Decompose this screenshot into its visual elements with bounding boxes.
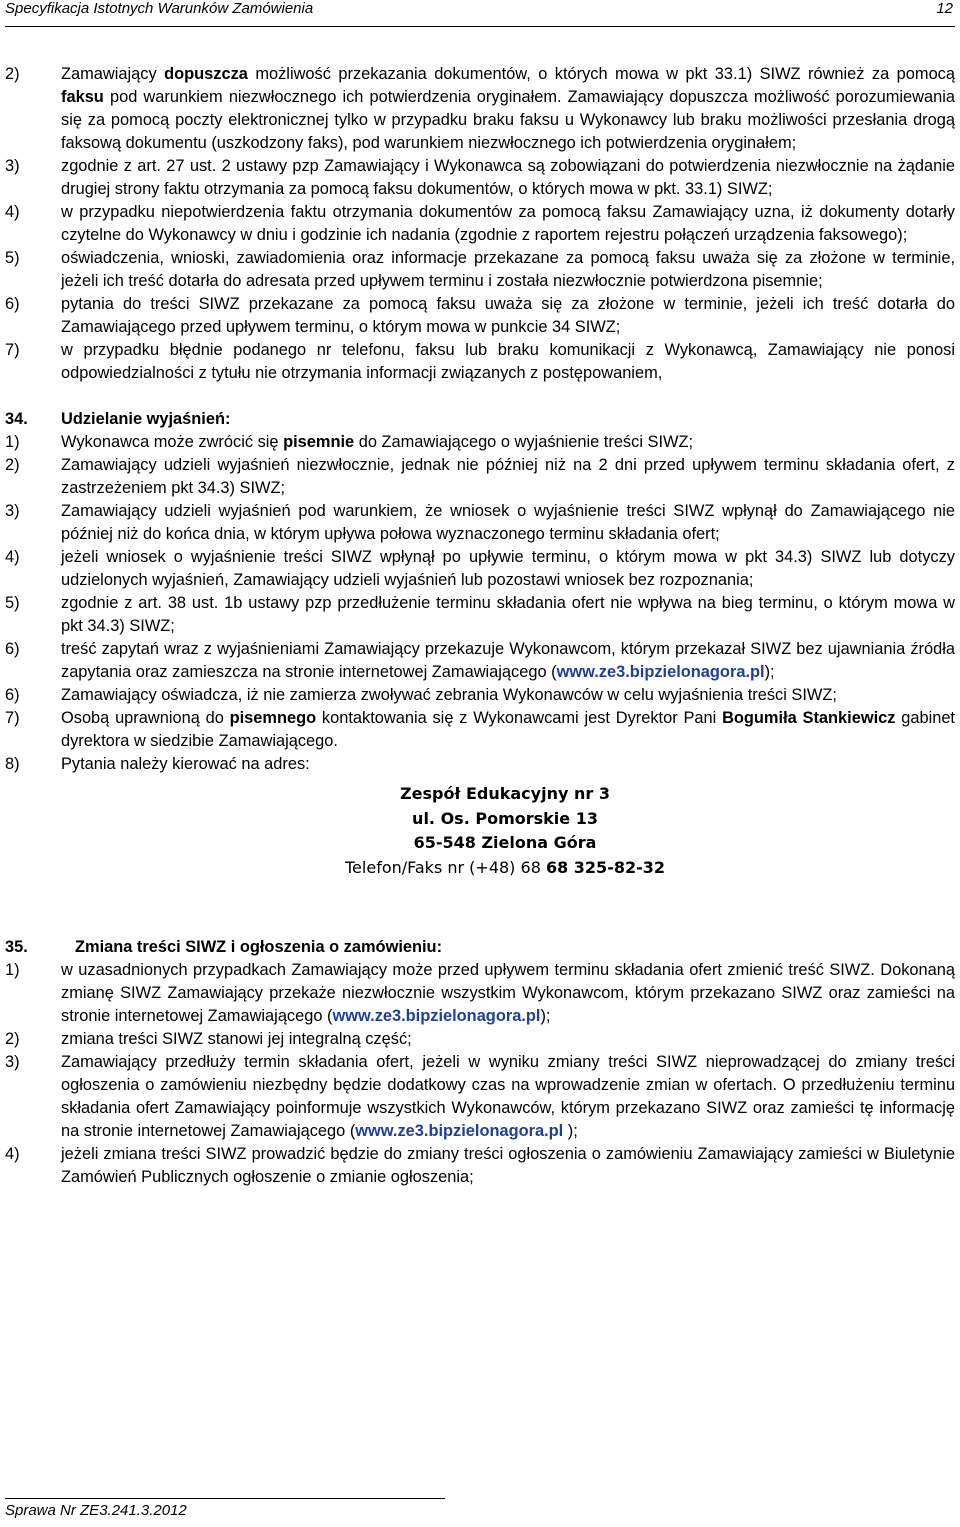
section-heading-34: 34. Udzielanie wyjaśnień: xyxy=(5,410,231,428)
list-item: 6) pytania do treści SIWZ przekazane za pomocą faksu uważa się za złożone w terminie, jeżeli ich treść dotarła do Zamawiającego przed upływem terminu, o którym mowa w punkcie 34 SIWZ; xyxy=(5,295,955,336)
list-item: 1) Wykonawca może zwrócić się pisemnie do Zamawiającego o wyjaśnienie treści SIWZ; xyxy=(5,433,694,451)
list-item: 2) Zamawiający dopuszcza możliwość przekazania dokumentów, o których mowa w pkt 33.1) SIWZ również za pomocą faksu pod warunkiem niezwłocznego ich potwierdzenia oryginałem. Zamawiający dopuszcza możliwość porozumiewania się za pomocą poczty elektronicznej tylko w przypadku braku faksu u Wykonawcy lub braku możliwości przesłania drogą faksową dokumentu (uszkodzony faks), pod warunkiem niezwłocznego ich potwierdzenia oryginałem; xyxy=(5,65,955,152)
list-item: 2) Zamawiający udzieli wyjaśnień niezwłocznie, jednak nie później niż na 2 dni przed upływem terminu składania ofert, z zastrzeżeniem pkt 34.3) SIWZ; xyxy=(5,456,955,497)
section-heading-35: 35. Zmiana treści SIWZ i ogłoszenia o zamówieniu: xyxy=(5,938,443,956)
list-item: 4) jeżeli zmiana treści SIWZ prowadzić będzie do zmiany treści ogłoszenia o zamówieniu Zamawiający zamieści w Biuletynie Zamówień Publicznych ogłoszenie o zmianie ogłoszenia; xyxy=(5,1145,955,1186)
list-item: 1) w uzasadnionych przypadkach Zamawiający może przed upływem terminu składania ofert zmienić treść SIWZ. Dokonaną zmianę SIWZ Zamawiający przekaże niezwłocznie wszystkim Wykonawcom, którym przekazano SIWZ oraz zamieści na stronie internetowej Zamawiającego (www.ze3.bipzielonagora.pl); xyxy=(5,961,955,1025)
list-item: 3) Zamawiający przedłuży termin składania ofert, jeżeli w wyniku zmiany treści SIWZ nieprowadzącej do zmiany treści ogłoszenia o zamówieniu niezbędny będzie dodatkowy czas na wprowadzenie zmian w ofertach. O przedłużeniu terminu składania ofert Zamawiający poinformuje wszystkich Wykonawców, którym przekazano SIWZ oraz zamieści tę informację na stronie internetowej Zamawiającego (www.ze3.bipzielonagora.pl ); xyxy=(5,1053,955,1140)
list-item: 5) oświadczenia, wnioski, zawiadomienia oraz informacje przekazane za pomocą faksu uważa się za złożone w terminie, jeżeli ich treść dotarła do adresata przed upływem terminu i została niezwłocznie potwierdzona pisemnie; xyxy=(5,249,955,290)
website-link[interactable]: www.ze3.bipzielonagora.pl xyxy=(355,1122,564,1140)
list-item: 6) Zamawiający oświadcza, iż nie zamierza zwoływać zebrania Wykonawców w celu wyjaśnienia treści SIWZ; xyxy=(5,686,837,704)
list-item: 7) Osobą uprawnioną do pisemnego kontaktowania się z Wykonawcami jest Dyrektor Pani Bogumiła Stankiewicz gabinet dyrektora w siedzibie Zamawiającego. xyxy=(5,709,955,750)
list-item: 6) treść zapytań wraz z wyjaśnieniami Zamawiający przekazuje Wykonawcom, którym przekazał SIWZ bez ujawniania źródła zapytania oraz zamieszcza na stronie internetowej Zamawiającego (www.ze3.bipzielonagora.pl); xyxy=(5,640,955,681)
list-item: 2) zmiana treści SIWZ stanowi jej integralną część; xyxy=(5,1030,412,1048)
page-footer xyxy=(5,1498,445,1527)
case-number: Sprawa Nr ZE3.241.3.2012 xyxy=(5,1502,187,1519)
website-link[interactable]: www.ze3.bipzielonagora.pl xyxy=(556,663,765,681)
list-item: 3) zgodnie z art. 27 ust. 2 ustawy pzp Zamawiający i Wykonawca są zobowiązani do potwierdzenia niezwłocznie na żądanie drugiej strony faktu otrzymania za pomocą faksu dokumentów, o których mowa w pkt. 33.1) SIWZ; xyxy=(5,157,955,198)
list-item: 7) w przypadku błędnie podanego nr telefonu, faksu lub braku komunikacji z Wykonawcą, Zamawiający nie ponosi odpowiedzialności z tytułu nie otrzymania informacji związanych z postępowaniem, xyxy=(5,341,955,382)
list-item: 3) Zamawiający udzieli wyjaśnień pod warunkiem, że wniosek o wyjaśnienie treści SIWZ wpłynął do Zamawiającego nie później niż do końca dnia, w którym upływa połowa wyznaczonego terminu składania ofert; xyxy=(5,502,955,543)
list-item: 4) jeżeli wniosek o wyjaśnienie treści SIWZ wpłynął po upływie terminu, o którym mowa w pkt 34.3) SIWZ lub dotyczy udzielonych wyjaśnień, Zamawiający udzieli wyjaśnień lub pozostawi wniosek bez rozpoznania; xyxy=(5,548,955,589)
list-item: 8) Pytania należy kierować na adres: xyxy=(5,755,310,773)
website-link[interactable]: www.ze3.bipzielonagora.pl xyxy=(332,1007,541,1025)
list-item: 4) w przypadku niepotwierdzenia faktu otrzymania dokumentów za pomocą faksu Zamawiający uzna, iż dokumenty dotarły czytelne do Wykonawcy w dniu i godzinie ich nadania (zgodnie z raportem rejestru połączeń urządzenia faksowego); xyxy=(5,203,955,244)
contact-address: Zespół Edukacyjny nr 3 ul. Os. Pomorskie 13 65-548 Zielona Góra Telefon/Faks nr (+48) 68 68 325-82-32 xyxy=(345,784,665,877)
document-body xyxy=(5,63,955,1189)
page-header xyxy=(5,0,955,27)
page-number: 12 xyxy=(936,0,953,17)
header-title: Specyfikacja Istotnych Warunków Zamówienia xyxy=(5,0,314,17)
list-item: 5) zgodnie z art. 38 ust. 1b ustawy pzp przedłużenie terminu składania ofert nie wpływa na bieg terminu, o którym mowa w pkt 34.3) SIWZ; xyxy=(5,594,955,635)
